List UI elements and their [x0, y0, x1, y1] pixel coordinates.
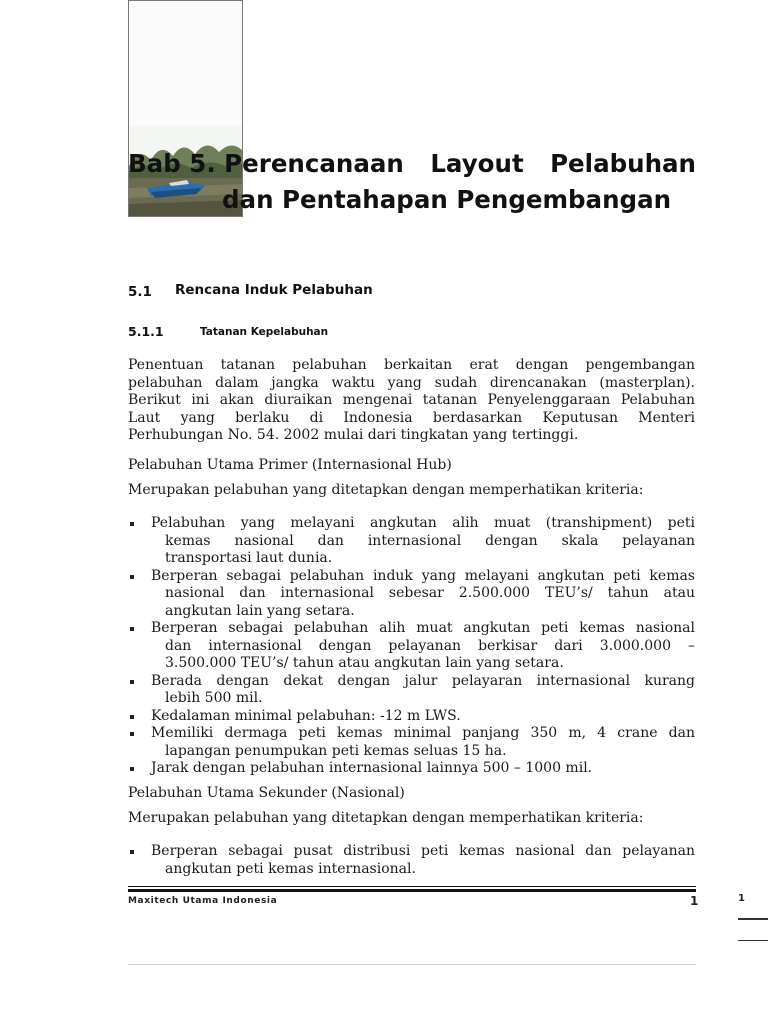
list-item-line: Kedalaman minimal pelabuhan: -12 m LWS.	[151, 707, 461, 724]
section-number: 5.1	[128, 284, 152, 300]
list-item	[128, 708, 695, 726]
list-item	[128, 760, 695, 778]
list-item-line: kemas nasional dan internasional dengan skala pelayanan	[165, 532, 695, 549]
bullet-square-icon	[130, 732, 134, 736]
footer-rule-thin	[128, 886, 696, 887]
list-item	[128, 515, 695, 568]
primer-heading: Pelabuhan Utama Primer (Internasional Hub)	[128, 457, 452, 473]
list-item-line: nasional dan internasional sebesar 2.500.000 TEU’s/ tahun atau	[165, 585, 695, 601]
list-item-line: Berperan sebagai pusat distribusi peti kemas nasional dan pelayanan	[151, 843, 695, 859]
chapter-title-word: Layout	[430, 149, 524, 178]
primer-criteria-list	[128, 515, 695, 778]
list-item	[128, 725, 695, 760]
list-item-line: angkutan peti kemas internasional.	[165, 860, 416, 877]
side-rule	[738, 918, 768, 920]
intro-paragraph	[128, 357, 695, 445]
footer-company: Maxitech Utama Indonesia	[128, 896, 278, 906]
list-item-line: Berperan sebagai pelabuhan alih muat angkutan peti kemas nasional	[151, 620, 695, 636]
list-item-line: transportasi laut dunia.	[165, 550, 333, 566]
bullet-square-icon	[130, 575, 134, 579]
list-item-line: Memiliki dermaga peti kemas minimal panjang 350 m, 4 crane dan	[151, 725, 695, 741]
bullet-square-icon	[130, 627, 134, 631]
list-item-line: Berperan sebagai pelabuhan induk yang melayani angkutan peti kemas	[151, 567, 695, 584]
list-item-line: Berada dengan dekat dengan jalur pelayaran internasional kurang	[151, 672, 695, 689]
list-item-line: lebih 500 mil.	[165, 690, 263, 706]
primer-criteria: Merupakan pelabuhan yang ditetapkan dengan memperhatikan kriteria:	[128, 482, 644, 498]
list-item	[128, 843, 695, 878]
paragraph-line: Penentuan tatanan pelabuhan berkaitan erat dengan pengembangan	[128, 357, 695, 373]
bullet-square-icon	[130, 522, 134, 526]
paragraph-line: pelabuhan dalam jangka waktu yang sudah direncanakan (masterplan).	[128, 374, 695, 391]
list-item-line: 3.500.000 TEU’s/ tahun atau angkutan lain yang setara.	[165, 655, 564, 671]
list-item-line: Jarak dengan pelabuhan internasional lainnya 500 – 1000 mil.	[151, 760, 593, 776]
list-item-line: lapangan penumpukan peti kemas seluas 15 ha.	[165, 742, 507, 759]
list-item	[128, 620, 695, 673]
sekunder-criteria-list	[128, 843, 695, 878]
list-item-line: dan internasional dengan pelayanan berkisar dari 3.000.000 –	[165, 637, 695, 654]
side-rule	[738, 940, 768, 941]
paragraph-line: Laut yang berlaku di Indonesia berdasarkan Keputusan Menteri	[128, 409, 695, 426]
footer-page-number: 1	[690, 894, 699, 908]
bullet-square-icon	[130, 850, 134, 854]
subsection-number: 5.1.1	[128, 324, 164, 339]
footer-rule-thick	[128, 889, 696, 892]
list-item	[128, 673, 695, 708]
bullet-square-icon	[130, 715, 134, 719]
section-title: Rencana Induk Pelabuhan	[175, 282, 373, 298]
paragraph-line: Berikut ini akan diuraikan mengenai tatanan Penyelenggaraan Pelabuhan	[128, 392, 695, 408]
chapter-title-line1	[128, 146, 696, 182]
list-item-line: Pelabuhan yang melayani angkutan alih muat (transhipment) peti	[151, 515, 695, 531]
paragraph-line: Perhubungan No. 54. 2002 mulai dari tingkatan yang tertinggi.	[128, 427, 579, 443]
chapter-title-line2: dan Pentahapan Pengembangan	[222, 185, 672, 214]
chapter-title	[128, 146, 696, 218]
sekunder-criteria: Merupakan pelabuhan yang ditetapkan dengan memperhatikan kriteria:	[128, 810, 644, 826]
chapter-title-word: Bab 5. Perencanaan	[128, 149, 404, 178]
list-item-line: angkutan lain yang setara.	[165, 602, 355, 619]
bullet-square-icon	[130, 767, 134, 771]
sekunder-heading: Pelabuhan Utama Sekunder (Nasional)	[128, 785, 405, 801]
bullet-square-icon	[130, 680, 134, 684]
subsection-title: Tatanan Kepelabuhan	[200, 326, 329, 338]
side-page-number: 1	[738, 893, 745, 904]
page-divider	[128, 964, 696, 965]
list-item	[128, 568, 695, 621]
chapter-title-word: Pelabuhan	[550, 149, 696, 178]
